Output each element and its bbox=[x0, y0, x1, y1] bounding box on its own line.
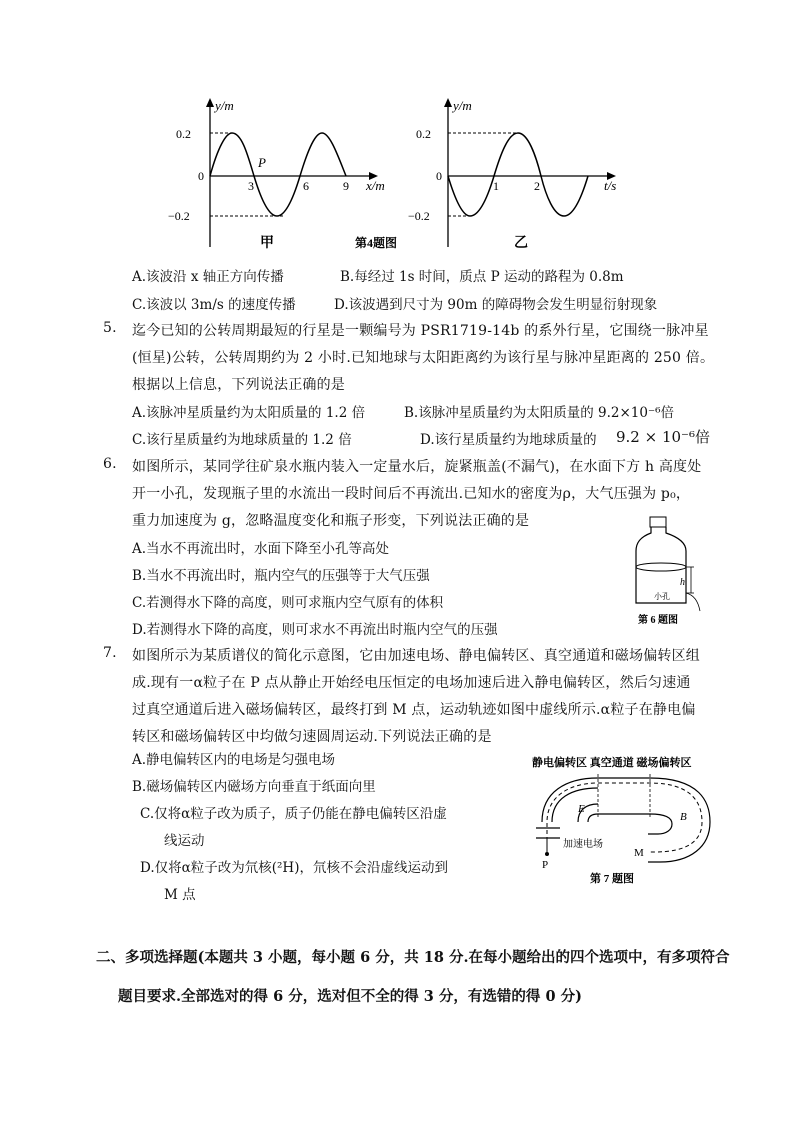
q4-option-a: A.该波沿 x 轴正方向传播 bbox=[132, 269, 284, 285]
q5-option-c: C.该行星质量约为地球质量的 1.2 倍 bbox=[132, 432, 352, 448]
q7-option-c-line-1: C.仅将α粒子改为质子，质子仍能在静电偏转区沿虚 bbox=[140, 806, 447, 822]
q5-option-a: A.该脉冲星质量约为太阳质量的 1.2 倍 bbox=[132, 405, 366, 421]
q4-option-b: B.每经过 1s 时间，质点 P 运动的路程为 0.8m bbox=[340, 269, 624, 285]
q7-option-b: B.磁场偏转区内磁场方向垂直于纸面向里 bbox=[132, 779, 376, 795]
q7-number: 7. bbox=[103, 645, 117, 661]
q6-stem-line-2: 开一小孔，发现瓶子里的水流出一段时间后不再流出.已知水的密度为ρ，大气压强为 p₀， bbox=[132, 486, 691, 502]
q7-option-d-line-1: D.仅将α粒子改为氘核(²H)，氘核不会沿虚线运动到 bbox=[140, 860, 448, 876]
yi-origin: 0 bbox=[436, 169, 442, 183]
fig7-header: 静电偏转区 真空通道 磁场偏转区 bbox=[532, 757, 692, 769]
q5-number: 5. bbox=[103, 320, 117, 336]
q6-stem-line-1: 如图所示，某同学往矿泉水瓶内装入一定量水后，旋紧瓶盖(不漏气)，在水面下方 h 高度处 bbox=[132, 459, 702, 475]
jia-label: 甲 bbox=[260, 236, 274, 251]
fig6-h-label: h bbox=[680, 577, 685, 588]
jia-x-axis-label: x/m bbox=[366, 178, 385, 193]
section-2-heading-line-2: 题目要求.全部选对的得 6 分，选对但不全的得 3 分，有选错的得 0 分) bbox=[118, 988, 582, 1005]
fig7-b-label: B bbox=[680, 811, 687, 823]
fig7-e-label: E bbox=[578, 803, 585, 815]
jia-xtick-6: 6 bbox=[303, 179, 309, 193]
fig7-p-label: P bbox=[542, 859, 549, 871]
jia-xtick-3: 3 bbox=[248, 179, 254, 193]
figure-4 bbox=[168, 92, 630, 262]
q7-option-c-line-2: 线运动 bbox=[164, 833, 205, 849]
q6-option-a: A.当水不再流出时，水面下降至小孔等高处 bbox=[132, 541, 390, 557]
fig7-m-label: M bbox=[634, 847, 644, 859]
q5-stem-line-3: 根据以上信息，下列说法正确的是 bbox=[132, 377, 345, 393]
section-2-heading-line-1: 二、多项选择题(本题共 3 小题，每小题 6 分，共 18 分.在每小题给出的四个选项中，有多项符合 bbox=[96, 949, 730, 966]
q4-option-d: D.该波遇到尺寸为 90m 的障碍物会发生明显衍射现象 bbox=[334, 297, 658, 313]
q7-stem-line-3: 过真空通道后进入磁场偏转区，最终打到 M 点，运动轨迹如图中虚线所示.α粒子在静电偏 bbox=[132, 702, 696, 718]
wave-graph-jia bbox=[168, 98, 385, 251]
jia-point-p: P bbox=[258, 155, 266, 170]
fig6-caption: 第 6 题图 bbox=[638, 615, 678, 626]
jia-origin: 0 bbox=[198, 169, 204, 183]
q5-option-d-value: 9.2 × 10⁻⁶倍 bbox=[616, 428, 710, 446]
yi-xtick-1: 1 bbox=[493, 179, 499, 193]
q5-option-d: D.该行星质量约为地球质量的 bbox=[420, 432, 597, 448]
q5-option-b: B.该脉冲星质量约为太阳质量的 9.2×10⁻⁶倍 bbox=[404, 405, 674, 421]
figure-4-caption: 第4题图 bbox=[355, 236, 398, 250]
yi-tick-neg: −0.2 bbox=[408, 209, 430, 223]
fig7-caption: 第 7 题图 bbox=[590, 873, 634, 885]
wave-graph-yi bbox=[408, 98, 616, 251]
yi-x-axis-label: t/s bbox=[604, 178, 617, 193]
q7-stem-line-2: 成.现有一α粒子在 P 点从静止开始经电压恒定的电场加速后进入静电偏转区，然后匀速通 bbox=[132, 675, 691, 691]
yi-xtick-2: 2 bbox=[534, 179, 540, 193]
q6-option-b: B.当水不再流出时，瓶内空气的压强等于大气压强 bbox=[132, 568, 430, 584]
yi-label: 乙 bbox=[514, 236, 528, 251]
fig6-hole-label: 小孔 bbox=[654, 592, 670, 601]
q7-stem-line-1: 如图所示为某质谱仪的简化示意图，它由加速电场、静电偏转区、真空通道和磁场偏转区组 bbox=[132, 648, 700, 664]
q4-option-c: C.该波以 3m/s 的速度传播 bbox=[132, 297, 296, 313]
figure-6-bottle bbox=[620, 515, 710, 630]
q5-stem-line-2: (恒星)公转，公转周期约为 2 小时.已知地球与太阳距离约为该行星与脉冲星距离的 250 倍。 bbox=[132, 350, 715, 366]
q6-stem-line-3: 重力加速度为 g，忽略温度变化和瓶子形变，下列说法正确的是 bbox=[132, 513, 530, 529]
q7-option-a: A.静电偏转区内的电场是匀强电场 bbox=[132, 752, 336, 768]
jia-y-axis-label: y/m bbox=[215, 98, 234, 113]
q6-number: 6. bbox=[103, 456, 117, 472]
q7-option-d-line-2: M 点 bbox=[164, 887, 196, 903]
q6-option-c: C.若测得水下降的高度，则可求瓶内空气原有的体积 bbox=[132, 595, 444, 611]
q6-option-d: D.若测得水下降的高度，则可求水不再流出时瓶内空气的压强 bbox=[132, 622, 498, 638]
jia-tick-pos: 0.2 bbox=[176, 127, 191, 141]
fig7-accel-label: 加速电场 bbox=[563, 839, 603, 850]
q7-stem-line-4: 转区和磁场偏转区中均做匀速圆周运动.下列说法正确的是 bbox=[132, 729, 492, 745]
yi-y-axis-label: y/m bbox=[453, 98, 472, 113]
jia-xtick-9: 9 bbox=[343, 179, 349, 193]
q5-stem-line-1: 迄今已知的公转周期最短的行星是一颗编号为 PSR1719-14b 的系外行星，它围绕一脉冲星 bbox=[132, 323, 709, 339]
jia-tick-neg: −0.2 bbox=[168, 209, 190, 223]
figure-7-spectrometer bbox=[530, 752, 730, 887]
yi-tick-pos: 0.2 bbox=[416, 127, 431, 141]
